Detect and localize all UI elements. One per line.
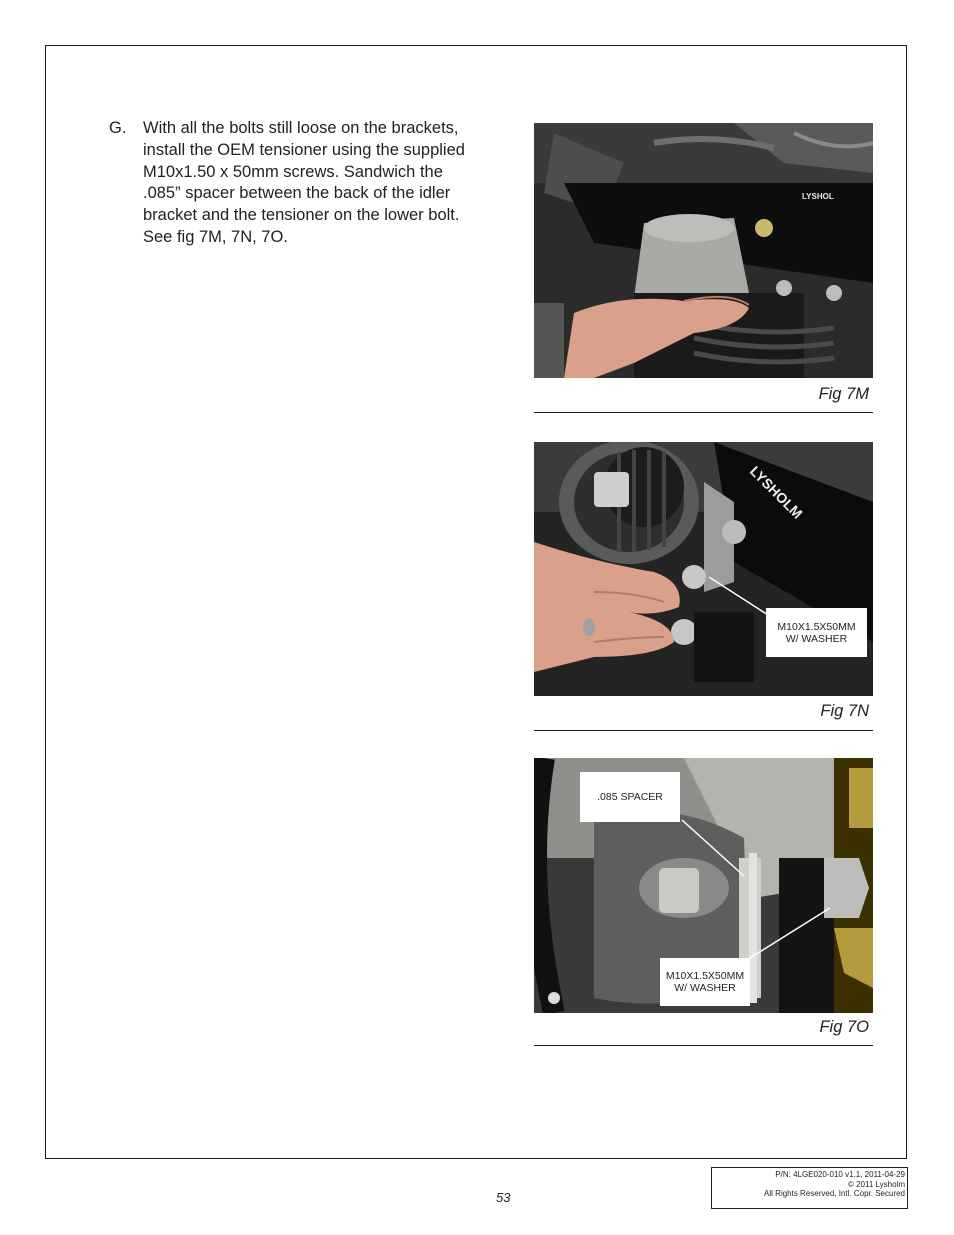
figure-7o [534, 758, 873, 1046]
step-line: M10x1.50 x 50mm screws. Sandwich the [143, 162, 443, 181]
callout-line: W/ WASHER [785, 632, 848, 645]
step-line: bracket and the tensioner on the lower bolt. [143, 206, 460, 225]
step-line: With all the bolts still loose on the brackets, [143, 119, 459, 137]
callout-label [766, 608, 867, 657]
brand-mark-text: LYSHOLM [746, 462, 806, 522]
step-letter: G. [109, 119, 127, 137]
step-text [143, 118, 489, 249]
callout-line: M10X1.5X50MM [777, 620, 856, 633]
callout-label [660, 958, 750, 1006]
step-line: install the OEM tensioner using the supplied [143, 140, 465, 159]
callout-line: W/ WASHER [674, 982, 736, 994]
photo-7n-illustration [534, 442, 873, 696]
page-number: 53 [496, 1190, 511, 1205]
part-number: P/N: 4LGE020-010 v1.1, 2011-04-29 [775, 1170, 905, 1179]
rights-text: All Rights Reserved, Intl. Copr. Secured [764, 1189, 905, 1198]
step-line: See fig 7M, 7N, 7O. [143, 227, 288, 246]
copyright-text: © 2011 Lysholm [847, 1179, 905, 1189]
callout-line: M10X1.5X50MM [665, 970, 745, 982]
callout-line: .085 SPACER [597, 791, 663, 803]
figure-caption: Fig 7O [819, 1018, 869, 1036]
caption-rule [534, 412, 873, 413]
caption-rule [534, 730, 873, 731]
figure-caption: Fig 7N [820, 702, 869, 720]
figure-caption: Fig 7M [818, 385, 869, 403]
footer-copyright-box [711, 1167, 908, 1209]
figure-7n [534, 442, 873, 731]
callout-label [580, 772, 680, 822]
brand-mark-text: LYSHOL [802, 192, 834, 201]
caption-rule [534, 1045, 873, 1046]
step-line: .085” spacer between the back of the idler [143, 184, 451, 203]
figure-7m [534, 123, 873, 413]
photo-7m-illustration [534, 123, 873, 378]
photo-7m [534, 123, 873, 378]
photo-7n [534, 442, 873, 696]
